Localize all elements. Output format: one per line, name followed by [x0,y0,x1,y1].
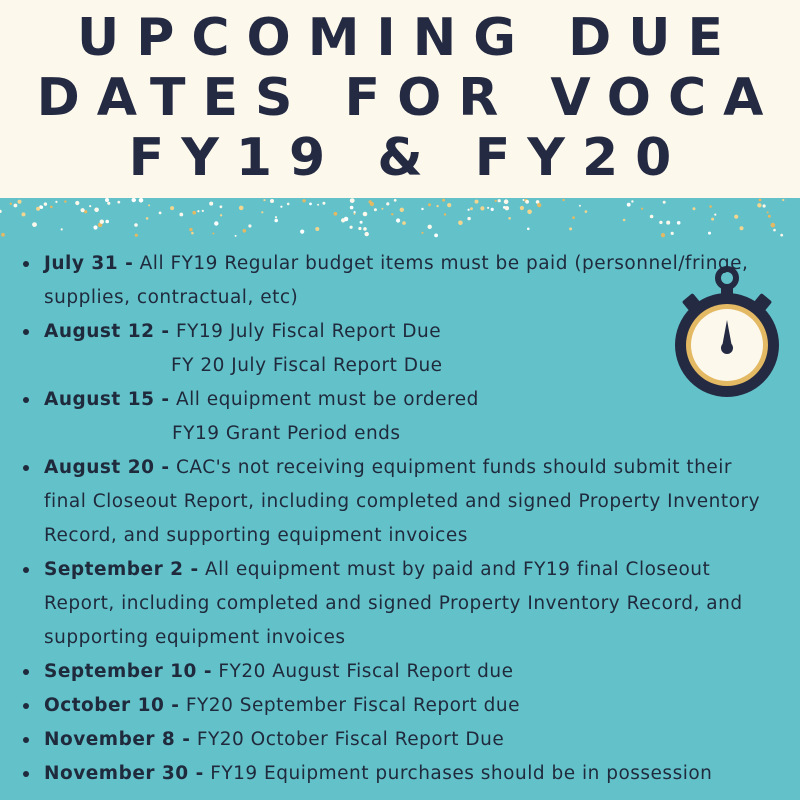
confetti-dot [585,210,588,213]
confetti-dot [18,200,22,204]
confetti-dot [135,234,138,237]
confetti-dot [434,234,438,238]
confetti-dot [32,222,37,227]
confetti-dot [275,216,277,218]
confetti-dot [771,223,776,228]
confetti-dot [159,212,162,215]
confetti-dot [470,207,473,210]
confetti-dot [661,233,665,237]
item-date: October 10 - [44,695,180,716]
confetti-dot [447,203,451,207]
item-date: November 30 - [44,763,204,784]
confetti-dot [734,215,738,219]
confetti-dot [192,211,196,215]
confetti-dot [105,198,109,202]
confetti-divider [0,198,800,238]
confetti-dot [508,217,511,220]
confetti-dot [132,198,136,202]
confetti-dot [525,200,529,204]
confetti-dot [671,232,674,235]
confetti-dot [189,228,192,231]
list-item [20,689,780,723]
confetti-dot [487,207,489,209]
confetti-dot [763,204,766,207]
confetti-dot [50,206,53,209]
confetti-dot [170,206,174,210]
confetti-dot [491,208,494,211]
confetti-dot [61,228,63,230]
confetti-dot [504,199,509,204]
confetti-dot [631,200,633,202]
item-date: August 15 - [44,389,170,410]
item-text: FY19 Equipment purchases should be in possession [210,763,713,784]
list-item [20,655,780,689]
confetti-dot [10,203,12,205]
list-item [20,247,780,315]
confetti-dot [666,221,670,225]
confetti-dot [75,201,79,205]
confetti-dot [659,221,662,224]
title-line-1: UPCOMING DUE [76,8,740,68]
confetti-dot [350,198,355,203]
confetti-dot [569,227,572,230]
confetti-dot [505,206,509,210]
item-text: FY20 September Fiscal Report due [185,695,521,716]
confetti-dot [64,200,66,202]
confetti-dot [714,214,716,216]
confetti-dot [523,199,525,201]
item-text-continued: FY19 Grant Period ends [172,423,401,444]
confetti-dot [759,199,762,202]
confetti-dot [442,199,445,202]
list-item [20,553,780,655]
confetti-dot [220,205,223,208]
item-date: September 10 - [44,661,212,682]
confetti-dot [579,205,581,207]
confetti-dot [391,213,393,215]
confetti-dot [44,202,47,205]
confetti-dot [220,214,222,216]
confetti-dot [623,219,626,222]
confetti-dot [93,225,97,229]
confetti-dot [341,218,345,222]
confetti-dot [89,205,91,207]
confetti-dot [334,212,338,216]
confetti-dot [117,201,120,204]
confetti-dot [740,226,744,230]
confetti-dot [421,232,423,234]
confetti-dot [243,229,247,233]
confetti-dot [468,209,470,211]
confetti-dot [458,221,463,226]
confetti-dot [520,206,524,210]
confetti-dot [757,203,761,207]
confetti-dot [22,212,26,216]
confetti-dot [475,200,479,204]
confetti-dot [14,204,18,208]
item-date: July 31 - [44,253,134,274]
confetti-dot [498,199,501,202]
confetti-dot [436,205,438,207]
confetti-dot [782,199,784,201]
confetti-dot [94,208,99,213]
confetti-dot [287,203,290,206]
confetti-dot [537,203,541,207]
confetti-dot [139,198,144,203]
confetti-dot [317,204,319,206]
confetti-dot [315,227,319,231]
confetti-dot [197,210,199,212]
confetti-dot [263,199,265,201]
confetti-dot [386,202,389,205]
confetti-dot [527,228,530,231]
confetti-dot [467,217,470,220]
confetti-dot [209,202,213,206]
confetti-dot [400,208,404,212]
confetti-dot [708,232,711,235]
item-text: All FY19 Regular budget items must be paid (personnel/fringe, supplies, contractual, etc) [44,253,749,308]
list-item [20,757,780,791]
confetti-dot [105,220,109,224]
confetti-dot [773,229,776,232]
confetti-dot [55,201,57,203]
list-item [20,723,780,757]
confetti-dot [39,205,42,208]
confetti-dot [363,212,368,217]
confetti-dot [107,202,110,205]
confetti-dot [302,199,305,202]
item-date: September 2 - [44,559,199,580]
confetti-dot [270,199,274,203]
confetti-dot [363,227,367,231]
confetti-dot [709,205,712,208]
confetti-dot [214,221,218,225]
confetti-dot [148,204,150,206]
confetti-dot [650,215,654,219]
confetti-dot [374,208,377,211]
confetti-dot [179,213,183,217]
confetti-dot [663,201,666,204]
confetti-dot [394,199,397,202]
item-date: August 12 - [44,321,170,342]
item-date: November 8 - [44,729,191,750]
confetti-dot [274,219,278,223]
confetti-dot [421,208,423,210]
item-text: All equipment must by paid and FY19 final Closeout Report, including completed and signed Property Inventory Record, and supporting equipment invoices [44,559,743,648]
list-item [20,315,780,383]
confetti-dot [562,199,564,201]
confetti-dot [0,210,2,213]
confetti-dot [428,203,431,206]
confetti-dot [527,210,532,215]
confetti-dot [572,216,575,219]
confetti-dot [280,206,282,208]
confetti-dot [444,213,446,215]
item-text-continued: FY 20 July Fiscal Report Due [171,355,443,376]
confetti-dot [212,233,214,235]
confetti-dot [146,217,149,220]
confetti-dot [235,235,237,237]
confetti-dot [495,200,497,202]
confetti-dot [322,202,325,205]
item-text: FY20 August Fiscal Report due [218,661,514,682]
confetti-dot [767,211,769,213]
item-text: FY19 July Fiscal Report Due [175,321,442,342]
list-item [20,383,780,451]
confetti-dot [677,221,681,225]
page-title [0,8,800,188]
confetti-dot [81,208,85,212]
confetti-dot [134,223,138,227]
confetti-dot [261,211,263,213]
confetti-dot [693,207,696,210]
confetti-dot [300,230,304,234]
confetti-dot [641,208,643,210]
confetti-dot [780,234,783,237]
header-banner [0,0,800,198]
confetti-dot [627,203,631,207]
confetti-dot [309,203,312,206]
confetti-dot [350,206,354,210]
confetti-dot [202,210,204,212]
confetti-dot [360,221,363,224]
confetti-dot [1,233,5,237]
confetti-dot [191,232,194,235]
due-dates-list [20,247,780,791]
confetti-dot [396,218,400,222]
title-line-2: DATES FOR VOCA [36,68,781,128]
item-date: August 20 - [44,457,170,478]
confetti-dot [428,225,432,229]
confetti-dot [365,232,369,236]
confetti-dot [711,218,714,221]
confetti-dot [370,202,374,206]
confetti-dot [358,227,361,230]
confetti-dot [768,215,771,218]
confetti-dot [100,220,104,224]
title-line-3: FY19 & FY20 [128,128,689,188]
item-text: CAC's not receiving equipment funds should submit their final Closeout Report, including completed and signed Property Inventory Record, and supporting equipment invoices [44,457,761,546]
confetti-dot [480,206,484,210]
list-item [20,451,780,553]
confetti-dot [354,213,356,215]
confetti-dot [402,221,406,225]
confetti-dot [381,208,383,210]
confetti-dot [350,226,353,229]
item-text: All equipment must be ordered [175,389,479,410]
confetti-dot [239,206,244,211]
confetti-dot [248,224,251,227]
item-text: FY20 October Fiscal Report Due [196,729,505,750]
